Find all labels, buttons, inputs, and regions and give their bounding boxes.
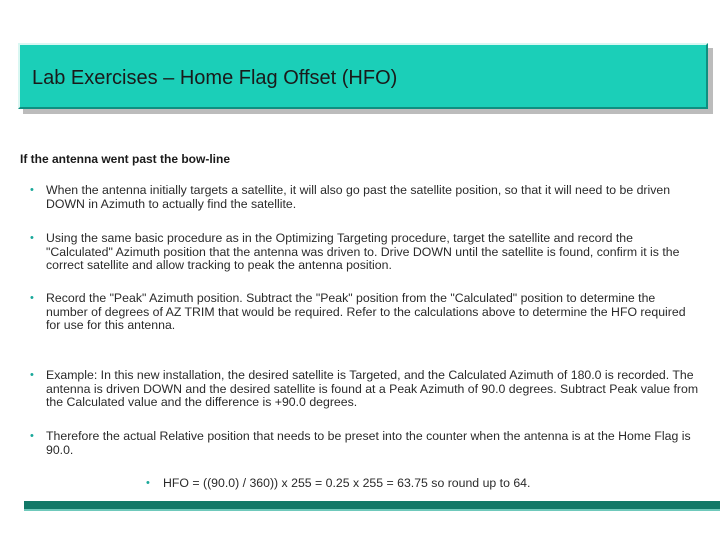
sub-bullet-item [146, 477, 686, 491]
bullet-icon: • [30, 292, 34, 304]
footer-line [24, 509, 720, 511]
slide-title: Lab Exercises – Home Flag Offset (HFO) [32, 67, 398, 89]
bullet-item [30, 369, 700, 410]
bullet-icon: • [30, 232, 34, 244]
bullet-item [30, 292, 700, 333]
subheading: If the antenna went past the bow-line [20, 152, 231, 166]
bullet-text: Record the "Peak" Azimuth position. Subtract the "Peak" position from the "Calculated" position to determine the number of degrees of AZ TRIM that would be required. Refer to the calculations above to determine the HFO required for use for this antenna. [46, 291, 686, 333]
bullet-text: Therefore the actual Relative position that needs to be preset into the counter when the antenna is at the Home Flag is 90.0. [46, 429, 691, 457]
bullet-item [30, 232, 700, 273]
sub-bullet-text: HFO = ((90.0) / 360)) x 255 = 0.25 x 255 = 63.75 so round up to 64. [163, 476, 531, 490]
bullet-text: Example: In this new installation, the desired satellite is Targeted, and the Calculated Azimuth of 180.0 is recorded. The antenna is driven DOWN and the desired satellite is found at a Peak Azimuth of 90.0 degrees. Subtract Peak value from the Calculated value and the difference is +90.0 degrees. [46, 368, 699, 410]
bullet-icon: • [30, 369, 34, 381]
bullet-icon: • [30, 430, 34, 442]
bullet-icon: • [146, 477, 150, 489]
bullet-text: Using the same basic procedure as in the Optimizing Targeting procedure, target the satellite and record the "Calculated" Azimuth position that the antenna was driven to. Drive DOWN until the satellite is found, confirm it is the correct satellite and allow tracking to peak the antenna position. [46, 231, 680, 273]
bullet-icon: • [30, 184, 34, 196]
footer-bar [24, 501, 720, 509]
bullet-text: When the antenna initially targets a satellite, it will also go past the satellite position, so that it will need to be driven DOWN in Azimuth to actually find the satellite. [46, 183, 671, 211]
bullet-item [30, 430, 700, 457]
title-banner [18, 43, 708, 109]
bullet-item [30, 184, 700, 211]
